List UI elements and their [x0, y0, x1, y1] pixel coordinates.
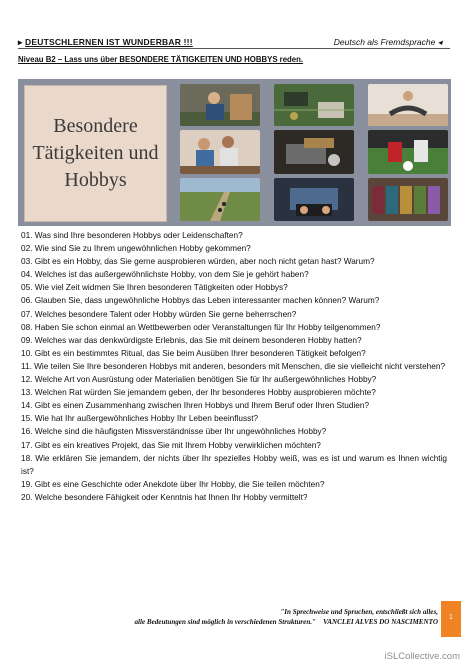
question-item: 12. Welche Art von Ausrüstung oder Materialien benötigen Sie für Ihr außergewöhnliches Hobby? [21, 375, 377, 385]
question-item: 05. Wie viel Zeit widmen Sie Ihren besonderen Tätigkeiten oder Hobbys? [21, 283, 288, 293]
question-item: 01. Was sind Ihre besonderen Hobbys oder Leidenschaften? [21, 231, 243, 240]
language-label [334, 37, 442, 48]
page-number: 1 [449, 614, 453, 621]
photo-circuit-board [274, 84, 354, 126]
footer-quote [18, 608, 438, 634]
page-number-tab [441, 601, 461, 637]
brand-line [18, 37, 193, 48]
question-item: 17. Gibt es ein kreatives Projekt, das Sie mit Ihrem Hobby verwirklichen möchten? [21, 440, 321, 450]
language-text: Deutsch als Fremdsprache [333, 37, 436, 47]
question-item: 04. Welches ist das außergewöhnlichste Hobby, von dem Sie je gehört haben? [21, 270, 309, 280]
triangle-left-icon: ◂ [437, 37, 442, 47]
photo-football [368, 130, 448, 174]
quote-line-2 [18, 618, 438, 628]
photo-gaming-hands [274, 178, 354, 221]
quote-line-2-text: alle Bedeutungen sind möglich in verschiedenen Strukturen." [134, 617, 316, 626]
question-item: 11. Wie teilen Sie Ihre besonderen Hobbys mit anderen, besonders mit Menschen, die sie vielleicht nicht verstehen? [21, 361, 446, 371]
photo-repair-tools [274, 130, 354, 174]
banner-title-box [24, 85, 167, 222]
question-item: 02. Wie sind Sie zu Ihrem ungewöhnlichen Hobby gekommen? [21, 244, 251, 254]
photo-cooking-group [180, 130, 260, 174]
quote-author: VANCLEI ALVES DO NASCIMENTO [323, 617, 438, 626]
question-item: 10. Gibt es ein bestimmtes Ritual, das Sie beim Ausüben Ihrer besonderen Tätigkeit befolgen? [21, 348, 366, 358]
level-heading: Niveau B2 – Lass uns über BESONDERE TÄTIGKEITEN UND HOBBYS reden. [18, 55, 304, 64]
question-item: 19. Gibt es eine Geschichte oder Anekdote über Ihr Hobby, die Sie teilen möchten? [21, 479, 325, 489]
photo-yoga [368, 84, 448, 126]
question-item: 07. Welches besondere Talent oder Hobby würden Sie gerne beherrschen? [21, 309, 297, 319]
question-item: 20. Welche besondere Fähigkeit oder Kenntnis hat Ihnen Ihr Hobby vermittelt? [21, 492, 308, 502]
question-item: 18. Wie erklären Sie jemandem, der nichts über Ihr spezielles Hobby weiß, was es ist und warum es Ihnen wichtig ist? [21, 453, 447, 476]
watermark: iSLCollective.com [384, 651, 460, 662]
question-item: 08. Haben Sie schon einmal an Wettbewerben oder Veranstaltungen für Ihr Hobby teilgenommen? [21, 322, 381, 332]
question-item: 09. Welches war das denkwürdigste Erlebnis, das Sie mit deinem besonderen Hobby hatten? [21, 335, 362, 345]
quote-line-1: "In Sprechweise und Spruchen, entschließt sich alles, [280, 608, 438, 616]
question-item: 06. Glauben Sie, dass ungewöhnliche Hobbys das Leben interessanter machen können? Warum? [21, 296, 380, 306]
triangle-bullet-icon: ▸ [18, 37, 23, 47]
photo-hiking [180, 178, 260, 221]
question-list [21, 229, 447, 504]
question-item: 14. Gibt es einen Zusammenhang zwischen Ihren Hobbys und Ihrem Beruf oder Ihren Studien? [21, 401, 370, 411]
photo-painting-person [180, 84, 260, 126]
image-collage [18, 79, 451, 226]
question-item: 13. Welchen Rat würden Sie jemandem geben, der Ihr besonderes Hobby ausprobieren möchte? [21, 388, 376, 398]
banner-title: Besondere Tätigkeiten und Hobbys [32, 115, 159, 191]
question-item: 03. Gibt es ein Hobby, das Sie gerne ausprobieren würden, aber noch nicht getan hast? Warum? [21, 257, 375, 267]
question-item: 16. Welche sind die häufigsten Missverständnisse über Ihr ungewöhnliches Hobby? [21, 427, 327, 437]
header-divider [18, 48, 450, 49]
photo-yarn-spools [368, 178, 448, 221]
question-item: 15. Wie hat Ihr außergewöhnliches Hobby Ihr Leben beeinflusst? [21, 414, 259, 424]
brand-title: DEUTSCHLERNEN IST WUNDERBAR !!! [25, 37, 193, 47]
